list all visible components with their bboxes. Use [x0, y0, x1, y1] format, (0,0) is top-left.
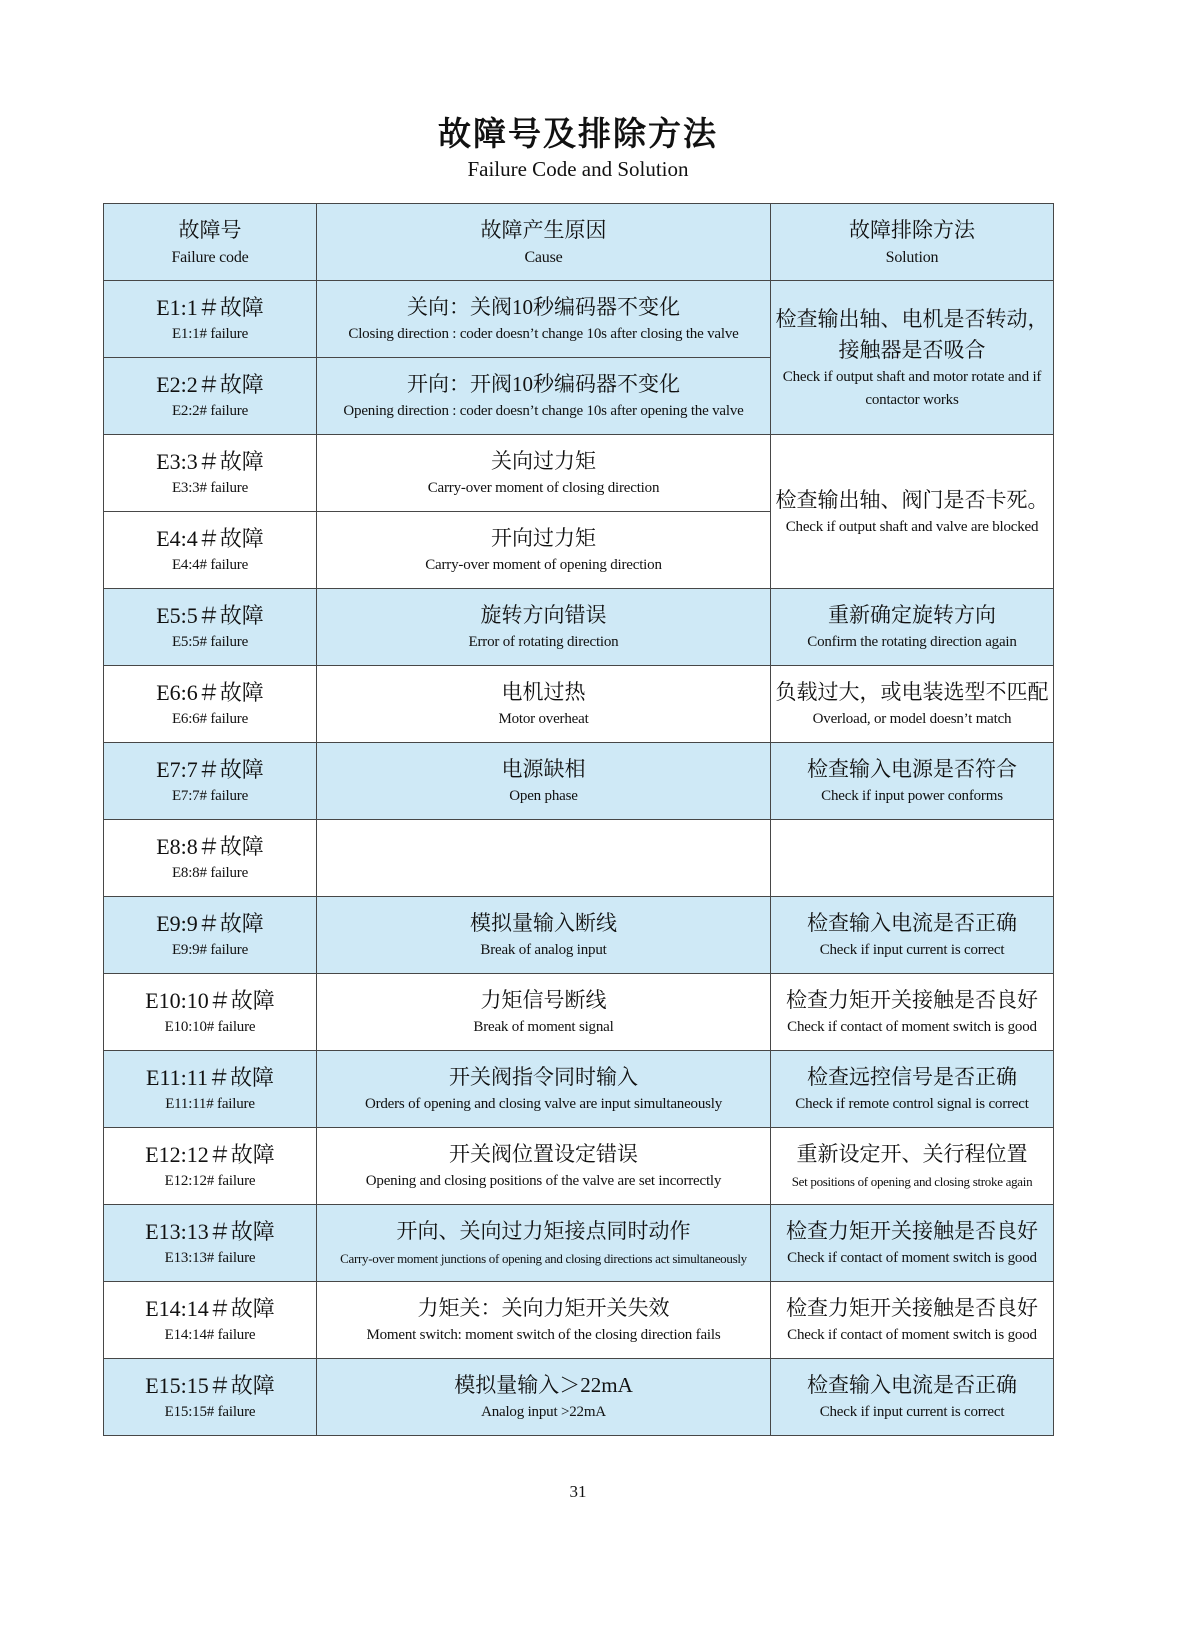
code-en: E12:12# failure — [164, 1173, 256, 1189]
cause-zh: 开关阀指令同时输入 — [449, 1065, 638, 1089]
cause-zh: 模拟量输入断线 — [470, 911, 617, 935]
header-solution-zh: 故障排除方法 — [849, 218, 975, 242]
failure-code-table — [103, 203, 1054, 1436]
header-failure-code — [104, 204, 317, 281]
solution-en: Check if output shaft and motor rotate and if contactor works — [782, 368, 1042, 408]
code-zh: E10:10＃故障 — [145, 988, 275, 1013]
cause-cell — [317, 743, 771, 820]
solution-zh: 检查输入电流是否正确 — [807, 1373, 1017, 1397]
cause-en: Carry-over moment of opening direction — [425, 557, 662, 573]
cause-cell — [317, 512, 771, 589]
solution-cell — [771, 1282, 1054, 1359]
table-row-e8 — [104, 820, 1054, 897]
code-cell — [104, 589, 317, 666]
header-solution-en: Solution — [885, 249, 939, 266]
cause-zh: 开向、关向过力矩接点同时动作 — [396, 1219, 691, 1243]
solution-zh: 检查力矩开关接触是否良好 — [786, 1296, 1038, 1320]
code-en: E3:3# failure — [171, 480, 249, 496]
cause-zh: 电机过热 — [501, 680, 586, 704]
header-code-zh: 故障号 — [178, 218, 242, 242]
cause-cell — [317, 897, 771, 974]
code-cell — [104, 666, 317, 743]
cause-en: Break of moment signal — [473, 1019, 614, 1035]
table-row-e12 — [104, 1128, 1054, 1205]
table-row-e11 — [104, 1051, 1054, 1128]
code-cell — [104, 897, 317, 974]
code-en: E2:2# failure — [171, 403, 249, 419]
table-row-e14 — [104, 1282, 1054, 1359]
code-en: E6:6# failure — [171, 711, 249, 727]
cause-cell — [317, 358, 771, 435]
code-en: E15:15# failure — [164, 1404, 256, 1420]
table-header-row — [104, 204, 1054, 281]
solution-zh: 重新设定开、关行程位置 — [796, 1142, 1028, 1166]
code-cell — [104, 1282, 317, 1359]
table-row-e15 — [104, 1359, 1054, 1436]
solution-cell — [771, 1128, 1054, 1205]
code-zh: E2:2＃故障 — [156, 372, 264, 397]
code-en: E9:9# failure — [171, 942, 249, 958]
cause-en: Closing direction : coder doesn’t change 10s after closing the valve — [348, 326, 739, 342]
code-zh: E15:15＃故障 — [145, 1373, 275, 1398]
cause-en: Error of rotating direction — [468, 634, 619, 650]
code-zh: E14:14＃故障 — [145, 1296, 275, 1321]
cause-en: Carry-over moment of closing direction — [427, 480, 660, 496]
solution-zh: 检查远控信号是否正确 — [807, 1065, 1017, 1089]
cause-cell — [317, 666, 771, 743]
code-cell — [104, 820, 317, 897]
solution-en: Check if input current is correct — [819, 1404, 1005, 1420]
page-title: 故障号及排除方法 — [438, 117, 718, 153]
code-en: E1:1# failure — [171, 326, 249, 342]
cause-cell-empty — [317, 820, 771, 897]
cause-en: Moment switch: moment switch of the closing direction fails — [366, 1327, 721, 1343]
header-solution — [771, 204, 1054, 281]
solution-cell — [771, 743, 1054, 820]
table-row-e10 — [104, 974, 1054, 1051]
code-cell — [104, 281, 317, 358]
header-cause — [317, 204, 771, 281]
cause-en: Break of analog input — [480, 942, 607, 958]
cause-zh: 关向：关阀10秒编码器不变化 — [407, 295, 680, 319]
cause-cell — [317, 1205, 771, 1282]
solution-cell-merged-e1-e2 — [771, 281, 1054, 435]
cause-cell — [317, 589, 771, 666]
cause-cell — [317, 1128, 771, 1205]
solution-cell — [771, 1359, 1054, 1436]
solution-cell — [771, 589, 1054, 666]
table-row-e13 — [104, 1205, 1054, 1282]
code-zh: E4:4＃故障 — [156, 526, 264, 551]
code-cell — [104, 1051, 317, 1128]
code-cell — [104, 743, 317, 820]
solution-cell — [771, 897, 1054, 974]
cause-en: Open phase — [509, 788, 578, 804]
solution-en: Confirm the rotating direction again — [807, 634, 1017, 650]
table-row-e7 — [104, 743, 1054, 820]
cause-cell — [317, 1051, 771, 1128]
code-zh: E5:5＃故障 — [156, 603, 264, 628]
table-row-e1 — [104, 281, 1054, 358]
header-cause-en: Cause — [524, 249, 563, 266]
solution-zh: 检查力矩开关接触是否良好 — [786, 1219, 1038, 1243]
code-cell — [104, 435, 317, 512]
code-en: E10:10# failure — [164, 1019, 256, 1035]
cause-zh: 开关阀位置设定错误 — [449, 1142, 638, 1166]
code-cell — [104, 1359, 317, 1436]
solution-zh: 检查输入电源是否符合 — [807, 757, 1017, 781]
code-en: E7:7# failure — [171, 788, 249, 804]
code-zh: E6:6＃故障 — [156, 680, 264, 705]
solution-en: Check if input current is correct — [819, 942, 1005, 958]
code-zh: E12:12＃故障 — [145, 1142, 275, 1167]
cause-zh: 电源缺相 — [501, 757, 586, 781]
cause-en: Opening direction : coder doesn’t change 10s after opening the valve — [343, 403, 744, 419]
code-en: E4:4# failure — [171, 557, 249, 573]
code-en: E8:8# failure — [171, 865, 249, 881]
code-zh: E3:3＃故障 — [156, 449, 264, 474]
code-en: E11:11# failure — [165, 1096, 255, 1112]
cause-en: Motor overheat — [498, 711, 589, 727]
solution-en: Check if contact of moment switch is good — [787, 1019, 1037, 1035]
code-zh: E7:7＃故障 — [156, 757, 264, 782]
cause-cell — [317, 281, 771, 358]
cause-zh: 力矩关：关向力矩开关失效 — [417, 1296, 670, 1320]
solution-en: Check if contact of moment switch is good — [787, 1250, 1037, 1266]
solution-cell — [771, 1051, 1054, 1128]
solution-zh: 重新确定旋转方向 — [828, 603, 996, 627]
solution-en: Set positions of opening and closing stroke again — [791, 1174, 1033, 1189]
cause-en: Analog input >22mA — [481, 1404, 606, 1420]
solution-en: Check if input power conforms — [821, 788, 1003, 804]
solution-en: Check if remote control signal is correct — [795, 1096, 1029, 1112]
solution-en: Overload, or model doesn’t match — [812, 711, 1012, 727]
solution-cell-empty — [771, 820, 1054, 897]
cause-cell — [317, 974, 771, 1051]
code-zh: E9:9＃故障 — [156, 911, 264, 936]
cause-zh: 关向过力矩 — [491, 449, 596, 473]
cause-cell — [317, 435, 771, 512]
page-number: 31 — [569, 1482, 587, 1501]
cause-cell — [317, 1359, 771, 1436]
code-en: E14:14# failure — [164, 1327, 256, 1343]
cause-en: Carry-over moment junctions of opening and closing directions act simultaneously — [340, 1251, 747, 1266]
cause-zh: 开向过力矩 — [491, 526, 596, 550]
solution-cell-merged-e3-e4 — [771, 435, 1054, 589]
code-zh: E1:1＃故障 — [156, 295, 264, 320]
page-subtitle: Failure Code and Solution — [467, 157, 689, 181]
header-code-en: Failure code — [171, 249, 249, 266]
table-row-e5 — [104, 589, 1054, 666]
cause-en: Opening and closing positions of the valve are set incorrectly — [365, 1173, 722, 1189]
header-cause-zh: 故障产生原因 — [480, 218, 607, 242]
cause-zh: 旋转方向错误 — [480, 603, 607, 627]
cause-zh: 力矩信号断线 — [480, 988, 607, 1012]
cause-en: Orders of opening and closing valve are input simultaneously — [364, 1096, 723, 1112]
table-row-e3 — [104, 435, 1054, 512]
cause-cell — [317, 1282, 771, 1359]
code-zh: E13:13＃故障 — [145, 1219, 275, 1244]
solution-cell — [771, 974, 1054, 1051]
solution-zh: 检查输出轴、阀门是否卡死。 — [775, 487, 1049, 512]
code-en: E13:13# failure — [164, 1250, 256, 1266]
code-zh: E8:8＃故障 — [156, 834, 264, 859]
solution-zh: 检查输入电流是否正确 — [807, 911, 1017, 935]
cause-zh: 开向：开阀10秒编码器不变化 — [407, 372, 680, 396]
solution-cell — [771, 666, 1054, 743]
solution-en: Check if output shaft and valve are blocked — [785, 518, 1039, 535]
solution-cell — [771, 1205, 1054, 1282]
table-row-e9 — [104, 897, 1054, 974]
code-zh: E11:11＃故障 — [146, 1065, 274, 1090]
code-en: E5:5# failure — [171, 634, 249, 650]
table-row-e6 — [104, 666, 1054, 743]
solution-zh: 负载过大，或电装选型不匹配 — [775, 680, 1049, 704]
code-cell — [104, 1128, 317, 1205]
solution-en: Check if contact of moment switch is good — [787, 1327, 1037, 1343]
code-cell — [104, 974, 317, 1051]
solution-zh: 检查输出轴、电机是否转动，接触器是否吸合 — [775, 306, 1049, 362]
solution-zh: 检查力矩开关接触是否良好 — [786, 988, 1038, 1012]
cause-zh: 模拟量输入＞22mA — [454, 1373, 633, 1397]
code-cell — [104, 1205, 317, 1282]
code-cell — [104, 358, 317, 435]
code-cell — [104, 512, 317, 589]
